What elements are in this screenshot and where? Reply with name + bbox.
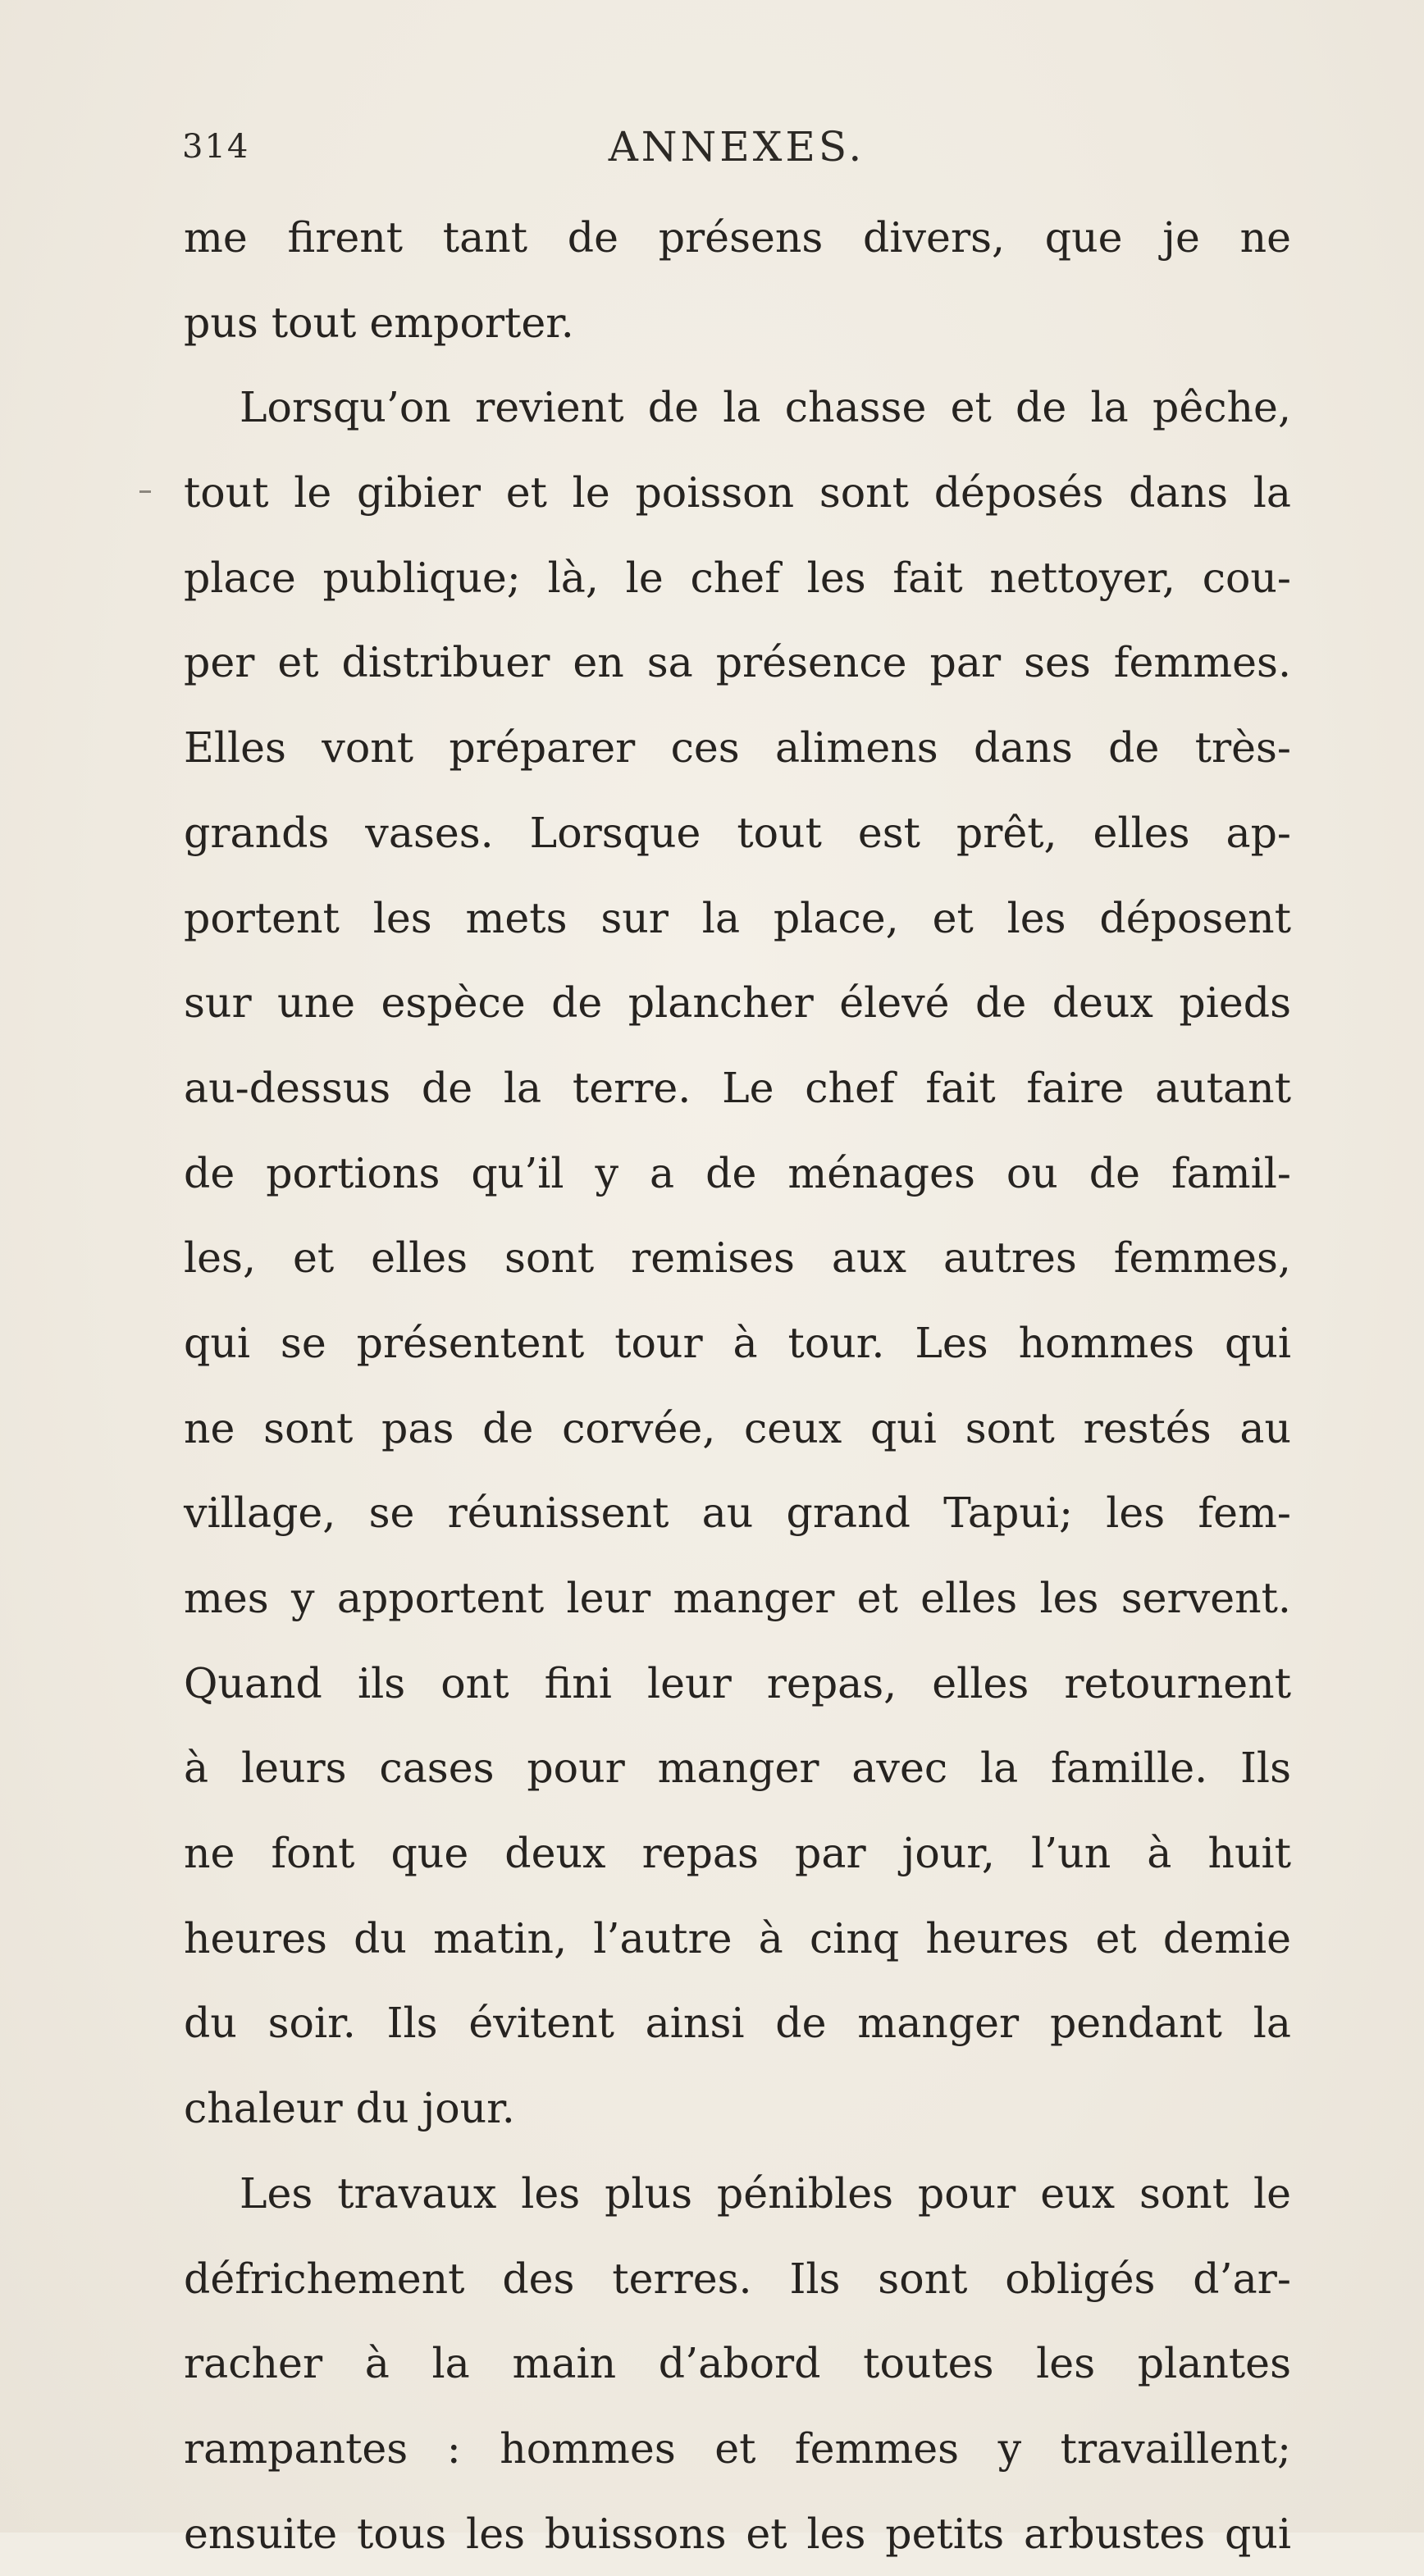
running-title: ANNEXES.	[608, 123, 865, 171]
margin-mark	[139, 490, 151, 493]
text-line: à leurs cases pour manger avec la famille. Ils	[184, 1744, 1291, 1793]
running-head	[182, 123, 1291, 180]
text-line: me firent tant de présens divers, que je ne	[184, 213, 1291, 262]
text-line: Lorsqu’on revient de la chasse et de la pêche,	[240, 383, 1291, 432]
text-line: au-dessus de la terre. Le chef fait faire autant	[184, 1063, 1291, 1112]
text-line: racher à la main d’abord toutes les plantes	[184, 2339, 1291, 2388]
text-line: Quand ils ont fini leur repas, elles retournent	[184, 1658, 1291, 1707]
text-line: rampantes : hommes et femmes y travaillent;	[184, 2423, 1291, 2473]
text-line: portent les mets sur la place, et les déposent	[184, 893, 1291, 942]
body-text	[184, 195, 1291, 2576]
text-line: Les travaux les plus pénibles pour eux sont le	[240, 2168, 1291, 2218]
text-line: heures du matin, l’autre à cinq heures et demie	[184, 1913, 1291, 1963]
text-line: per et distribuer en sa présence par ses femmes.	[184, 638, 1291, 687]
text-line: ensuite tous les buissons et les petits arbustes qui	[184, 2509, 1291, 2558]
text-line: ne font que deux repas par jour, l’un à huit	[184, 1829, 1291, 1878]
text-line: chaleur du jour.	[184, 2084, 515, 2133]
text-line: village, se réunissent au grand Tapui; les fem-	[184, 1489, 1291, 1538]
text-line: tout le gibier et le poisson sont déposés dans la	[184, 468, 1291, 517]
text-line: de portions qu’il y a de ménages ou de famil-	[184, 1148, 1291, 1197]
text-line: les, et elles sont remises aux autres femmes,	[184, 1233, 1291, 1283]
text-line: mes y apportent leur manger et elles les servent.	[184, 1574, 1291, 1622]
page-number: 314	[182, 128, 250, 166]
text-line: ne sont pas de corvée, ceux qui sont restés au	[184, 1403, 1291, 1452]
text-line: sur une espèce de plancher élevé de deux pieds	[184, 978, 1291, 1028]
text-line: pus tout emporter.	[184, 298, 574, 347]
text-line: Elles vont préparer ces alimens dans de très-	[184, 723, 1291, 773]
text-line: défrichement des terres. Ils sont obligés d’ar-	[184, 2254, 1291, 2303]
text-line: grands vases. Lorsque tout est prêt, elles ap-	[184, 808, 1291, 857]
text-line: du soir. Ils évitent ainsi de manger pendant la	[184, 1999, 1291, 2048]
text-line: place publique; là, le chef les fait nettoyer, cou-	[184, 553, 1291, 602]
text-line: qui se présentent tour à tour. Les hommes qui	[184, 1318, 1291, 1367]
